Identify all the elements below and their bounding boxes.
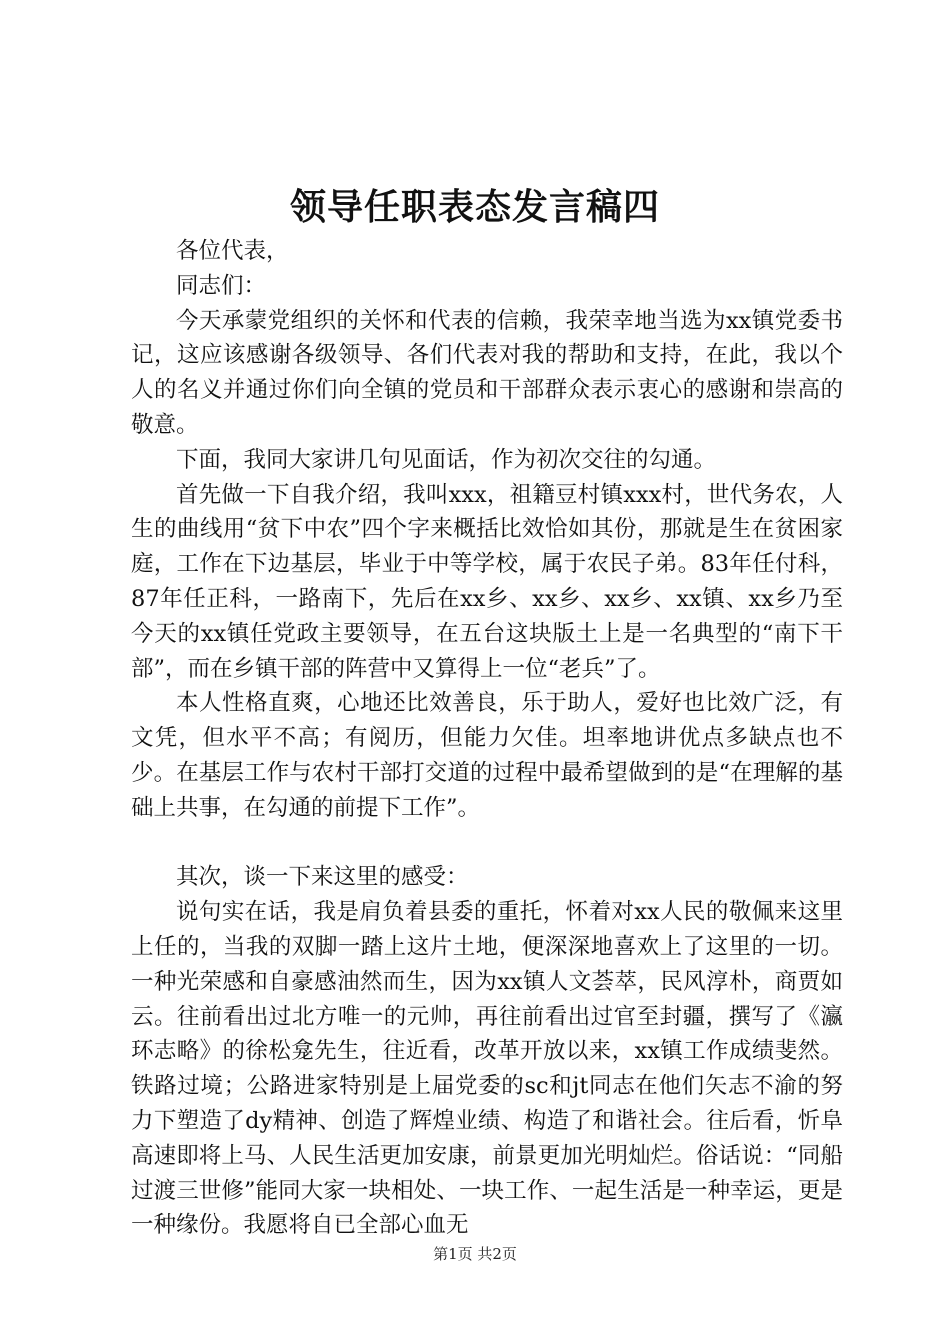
page-number-footer: 第1页 共2页	[433, 1245, 517, 1263]
salutation-delegates: 各位代表，	[176, 238, 289, 264]
paragraph-impressions-heading: 其次，谈一下来这里的感受：	[176, 864, 469, 891]
document-title: 领导任职表态发言稿四	[289, 187, 660, 228]
document-body	[131, 234, 843, 1243]
paragraph-personality: 本人性格直爽，心地还比效善良，乐于助人，爱好也比效广泛，有文凭，但水平不高；有阅历，但能力欠佳。坦率地讲优点多缺点也不少。在基层工作与农村干部打交道的过程中最希望做到的是“在理解的基础上共事，在勾通的前提下工作”。	[131, 690, 843, 821]
paragraph-thanks: 今天承蒙党组织的关怀和代表的信赖，我荣幸地当选为xx镇党委书记，这应该感谢各级领导、各们代表对我的帮助和支持，在此，我以个人的名义并通过你们向全镇的党员和干部群众表示衷心的感谢和崇高的敬意。	[131, 307, 843, 438]
salutation-comrades: 同志们：	[176, 272, 267, 299]
paragraph-impressions: 说句实在话，我是肩负着县委的重托，怀着对xx人民的敬佩来这里上任的，当我的双脚一踏上这片土地，便深深地喜欢上了这里的一切。一种光荣感和自豪感油然而生，因为xx镇人文荟萃，民风淳朴，商贾如云。往前看出过北方唯一的元帅，再往前看出过官至封疆，撰写了《瀛环志略》的徐松龛先生，往近看，改革开放以来，xx镇工作成绩斐然。铁路过境；公路进家特别是上届党委的sc和jt同志在他们矢志不渝的努力下塑造了dy精神、创造了辉煌业绩、构造了和谐社会。往后看，忻阜高速即将上马、人民生活更加安康，前景更加光明灿烂。俗话说：“同船过渡三世修”能同大家一块相处、一块工作、一起生活是一种幸运，更是一种缘份。我愿将自已全部心血无	[131, 899, 843, 1239]
paragraph-self-introduction: 首先做一下自我介绍，我叫xxx，祖籍豆村镇xxx村，世代务农，人生的曲线用“贫下中农”四个字来概括比效恰如其份，那就是生在贫困家庭，工作在下边基层，毕业于中等学校，属于农民子弟。83年任付科，87年任正科，一路南下，先后在xx乡、xx乡、xx乡、xx镇、xx乡乃至今天的xx镇任党政主要领导，在五台这块版土上是一名典型的“南下干部”，而在乡镇干部的阵营中又算得上一位“老兵”了。	[131, 481, 843, 682]
paragraph-intro: 下面，我同大家讲几句见面话，作为初次交往的勾通。	[176, 446, 717, 473]
